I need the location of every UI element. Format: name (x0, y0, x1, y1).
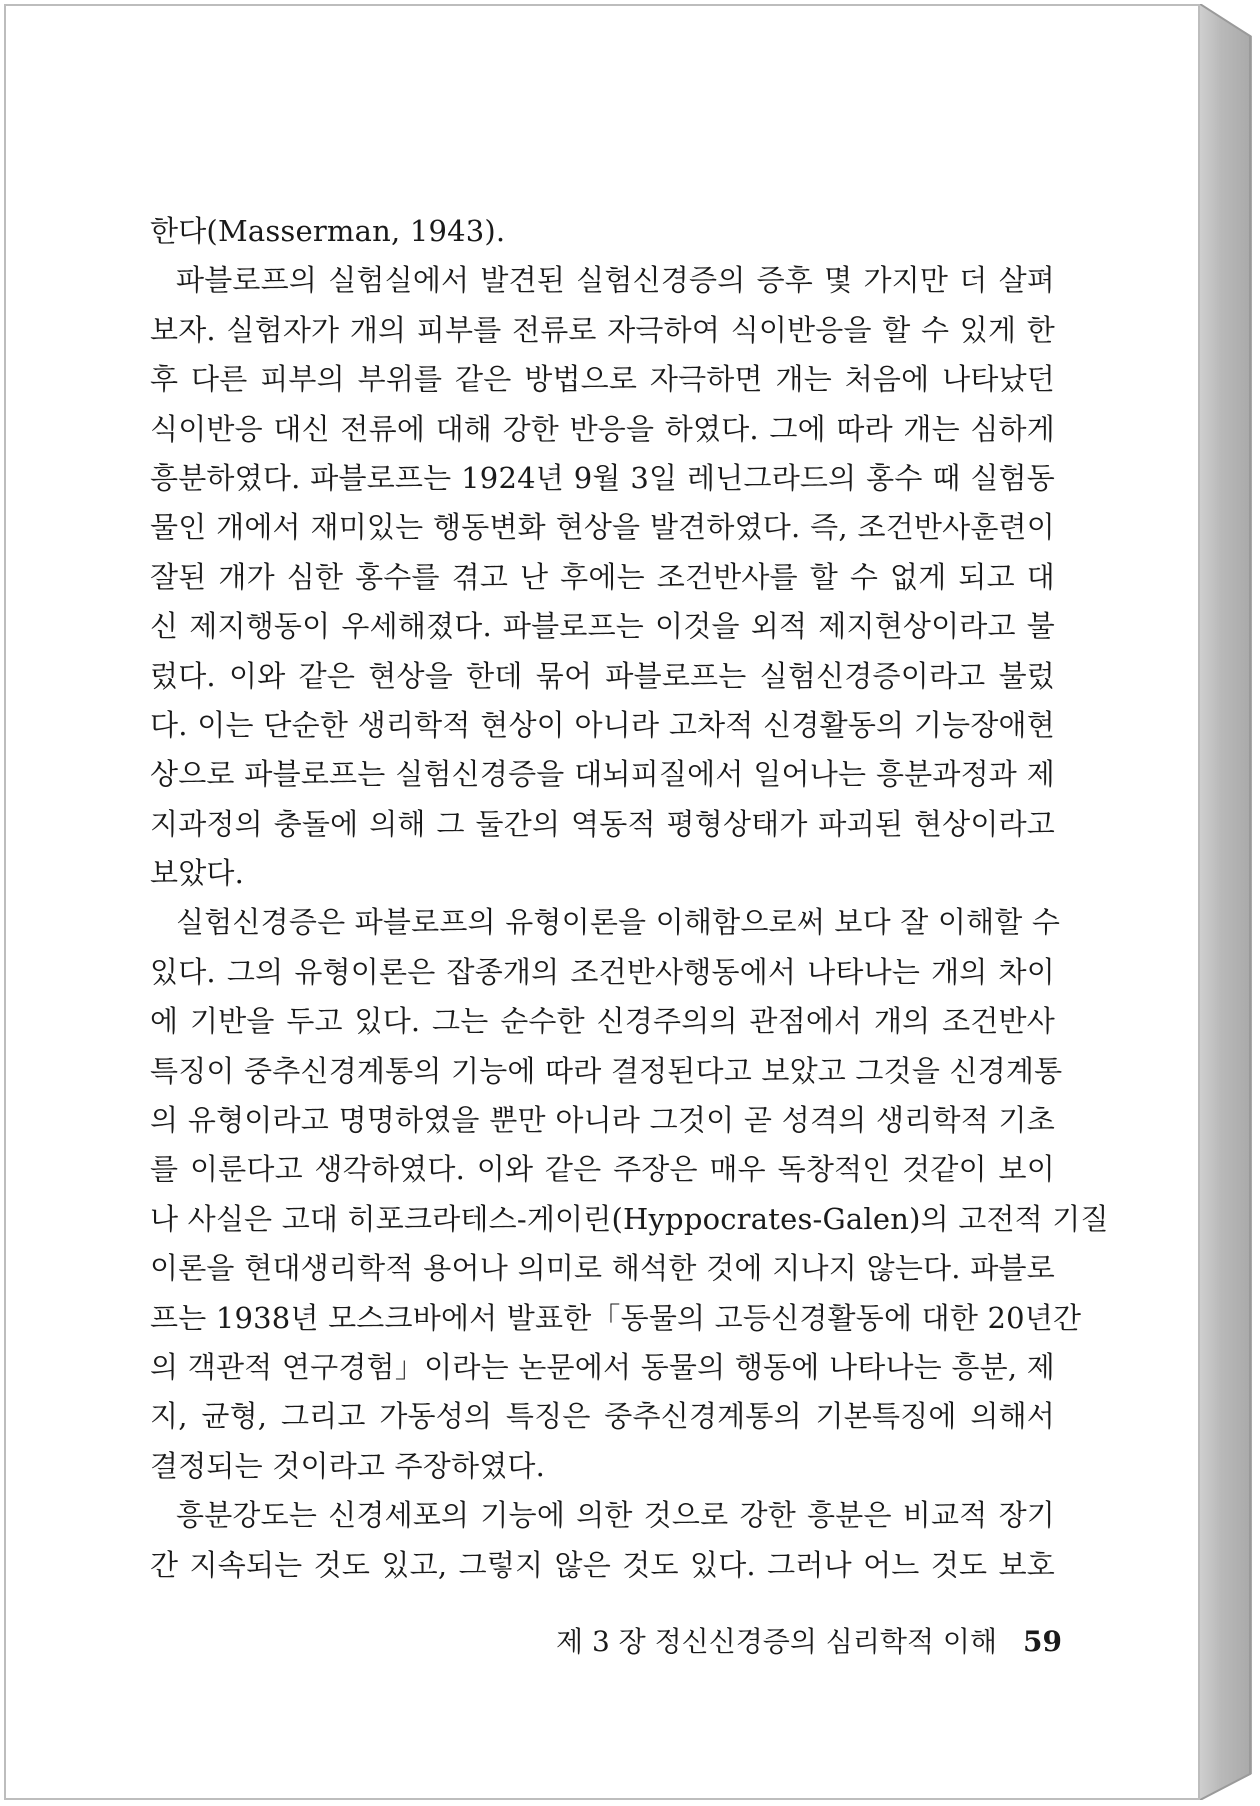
text-line: 지과정의 충돌에 의해 그 둘간의 역동적 평형상태가 파괴된 현상이라고 (150, 806, 1055, 841)
text-line: 이론을 현대생리학적 용어나 의미로 해석한 것에 지나지 않는다. 파블로 (150, 1251, 1055, 1286)
text-line: 렀다. 이와 같은 현상을 한데 묶어 파블로프는 실험신경증이라고 불렀 (150, 658, 1055, 693)
text-line: 결정되는 것이라고 주장하였다. (150, 1448, 546, 1483)
text-line: 의 객관적 연구경험」이라는 논문에서 동물의 행동에 나타나는 흥분, 제 (150, 1349, 1055, 1384)
text-line: 잘된 개가 심한 홍수를 겪고 난 후에는 조건반사를 할 수 없게 되고 대 (150, 559, 1055, 594)
text-line: 보자. 실험자가 개의 피부를 전류로 자극하여 식이반응을 할 수 있게 한 (150, 312, 1055, 347)
body-text (150, 207, 1109, 1590)
text-line: 실험신경증은 파블로프의 유형이론을 이해함으로써 보다 잘 이해할 수 (176, 905, 1061, 940)
text-line: 지, 균형, 그리고 가동성의 특징은 중추신경계통의 기본특징에 의해서 (150, 1399, 1055, 1434)
text-line: 있다. 그의 유형이론은 잡종개의 조건반사행동에서 나타나는 개의 차이 (150, 954, 1055, 989)
text-line: 다. 이는 단순한 생리학적 현상이 아니라 고차적 신경활동의 기능장애현 (150, 707, 1055, 742)
page-footer (556, 1620, 1062, 1660)
text-line: 한다(Masserman, 1943). (150, 214, 506, 248)
book-spine (1200, 4, 1252, 1800)
text-line: 나 사실은 고대 히포크라테스-게이린(Hyppocrates-Galen)의 고전적 기질 (150, 1201, 1109, 1236)
text-line: 를 이룬다고 생각하였다. 이와 같은 주장은 매우 독창적인 것같이 보이 (150, 1152, 1055, 1187)
text-line: 에 기반을 두고 있다. 그는 순수한 신경주의의 관점에서 개의 조건반사 (150, 1004, 1055, 1039)
text-line: 물인 개에서 재미있는 행동변화 현상을 발견하였다. 즉, 조건반사훈련이 (150, 510, 1055, 545)
text-line: 후 다른 피부의 부위를 같은 방법으로 자극하면 개는 처음에 나타났던 (150, 362, 1055, 397)
text-line: 보았다. (150, 856, 245, 891)
text-line: 의 유형이라고 명명하였을 뿐만 아니라 그것이 곧 성격의 생리학적 기초 (150, 1103, 1055, 1138)
text-line: 상으로 파블로프는 실험신경증을 대뇌피질에서 일어나는 흥분과정과 제 (150, 757, 1055, 792)
text-line: 간 지속되는 것도 있고, 그렇지 않은 것도 있다. 그러나 어느 것도 보호 (150, 1547, 1055, 1582)
text-line: 신 제지행동이 우세해졌다. 파블로프는 이것을 외적 제지현상이라고 불 (150, 609, 1055, 644)
page-number: 59 (1023, 1625, 1062, 1658)
chapter-title: 제 3 장 정신신경증의 심리학적 이해 (556, 1625, 997, 1658)
text-line: 흥분강도는 신경세포의 기능에 의한 것으로 강한 흥분은 비교적 장기 (176, 1498, 1055, 1533)
text-line: 흥분하였다. 파블로프는 1924년 9월 3일 레닌그라드의 홍수 때 실험동 (150, 460, 1055, 495)
text-line: 파블로프의 실험실에서 발견된 실험신경증의 증후 몇 가지만 더 살펴 (176, 263, 1055, 298)
text-line: 프는 1938년 모스크바에서 발표한「동물의 고등신경활동에 대한 20년간 (150, 1300, 1082, 1335)
text-line: 식이반응 대신 전류에 대해 강한 반응을 하였다. 그에 따라 개는 심하게 (150, 411, 1055, 446)
text-line: 특징이 중추신경계통의 기능에 따라 결정된다고 보았고 그것을 신경계통 (150, 1053, 1063, 1088)
